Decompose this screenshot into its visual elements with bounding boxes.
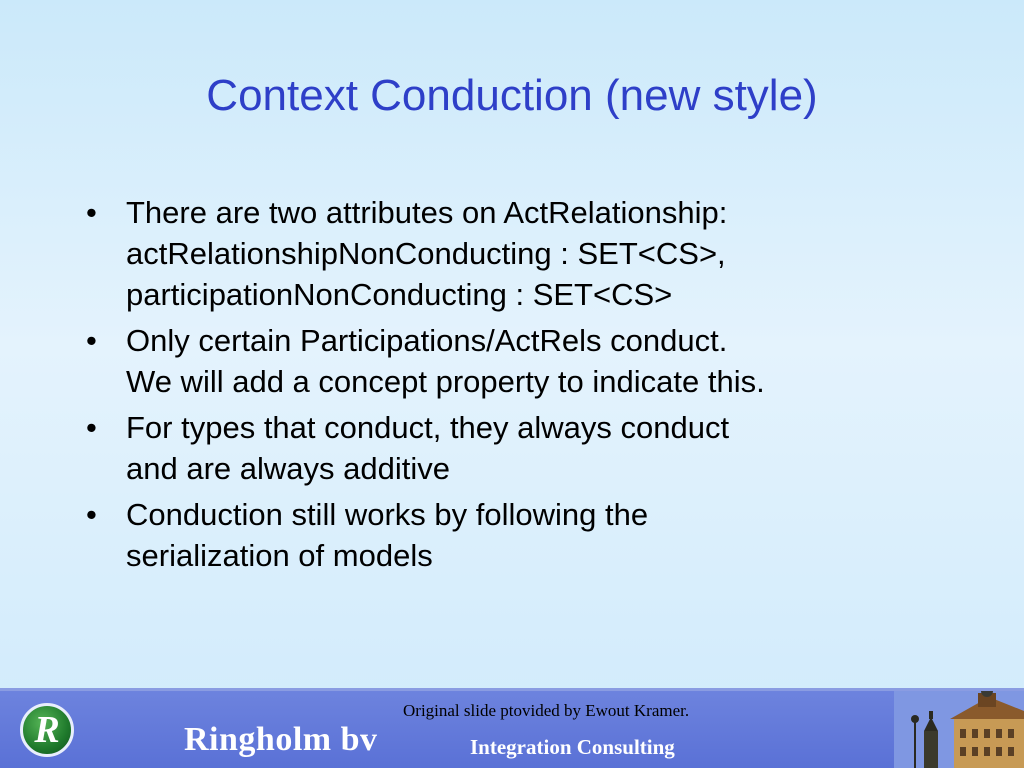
slide-title: Context Conduction (new style) [206,71,818,120]
ringholm-logo: R [20,703,74,757]
bullet-list [86,192,966,581]
bullet-text [126,407,966,489]
bullet-line: For types that conduct, they always conduct [126,410,730,445]
bullet-item [86,494,966,576]
bullet-marker: • [86,195,97,230]
bullet-text [126,320,966,402]
company-tagline: Integration Consulting [470,735,675,759]
bullet-text [126,192,966,315]
slide-credit: Original slide ptovided by Ewout Kramer. [403,701,690,720]
bullet-line: serialization of models [126,538,433,573]
bullet-item [86,407,966,489]
bullet-item [86,320,966,402]
bullet-line: There are two attributes on ActRelationship: [126,195,728,230]
bullet-item [86,192,966,315]
bullet-line: Conduction still works by following the [126,497,649,532]
bullet-line: participationNonConducting : SET<CS> [126,277,673,312]
bullet-marker: • [86,497,97,532]
bullet-line: and are always additive [126,451,450,486]
building-photo [894,691,1024,768]
bullet-line: We will add a concept property to indicate this. [126,364,765,399]
bullet-line: Only certain Participations/ActRels conduct. [126,323,728,358]
footer-band [0,688,1024,768]
bullet-marker: • [86,323,97,358]
company-name: Ringholm bv [184,721,378,758]
bullet-line: actRelationshipNonConducting : SET<CS>, [126,236,726,271]
bullet-marker: • [86,410,97,445]
bullet-text [126,494,966,576]
